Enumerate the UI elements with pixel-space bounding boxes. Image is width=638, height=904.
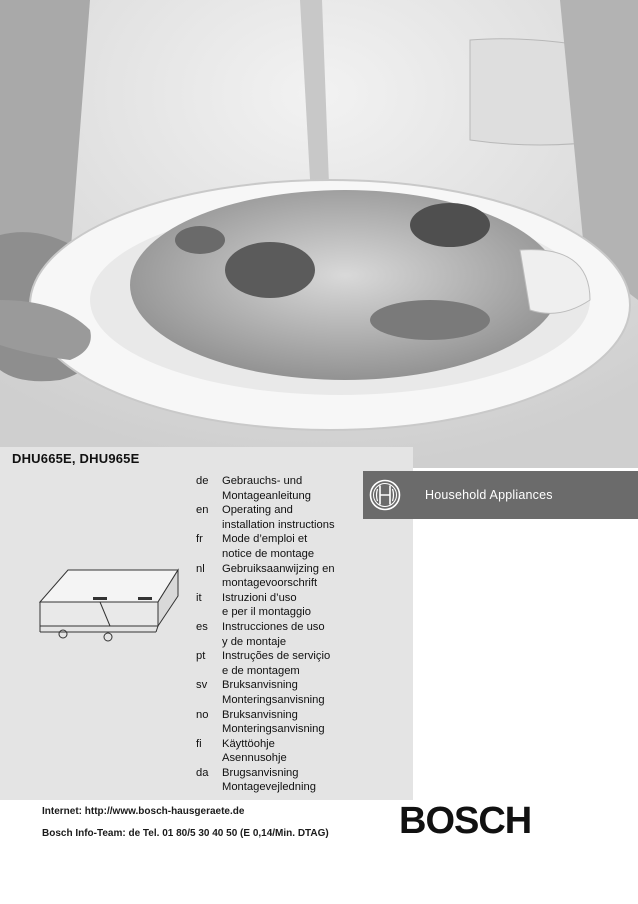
language-item xyxy=(196,562,406,591)
language-text: Instrucciones de uso y de montaje xyxy=(222,620,325,648)
language-text: Instruções de serviçio e de montagem xyxy=(222,650,331,677)
language-item xyxy=(196,532,406,561)
language-code: en xyxy=(196,504,209,517)
language-text: Gebrauchs- und Montageanleitung xyxy=(222,475,311,502)
language-list xyxy=(196,474,406,795)
language-item xyxy=(196,766,406,795)
language-text: Mode d’emploi et notice de montage xyxy=(222,533,315,560)
bosch-armature-logo-icon xyxy=(369,479,401,511)
language-code: nl xyxy=(196,562,205,575)
language-text: Käyttöohje Asennusohje xyxy=(222,737,287,765)
household-appliances-banner xyxy=(363,471,638,519)
language-text: Operating and installation instructions xyxy=(222,504,335,531)
household-appliances-label: Household Appliances xyxy=(425,488,553,502)
cooker-hood-drawing xyxy=(28,560,188,650)
language-text: Bruksanvisning Monteringsanvisning xyxy=(222,679,325,706)
internet-address: Internet: http://www.bosch-hausgeraete.de xyxy=(42,806,245,817)
language-item xyxy=(196,708,406,737)
info-team-phone: Bosch Info-Team: de Tel. 01 80/5 30 40 50 (E 0,14/Min. DTAG) xyxy=(42,828,329,839)
language-item xyxy=(196,649,406,678)
language-code: sv xyxy=(196,679,208,692)
language-text: Brugsanvisning Montagevejledning xyxy=(222,766,316,794)
language-text: Istruzioni d’uso e per il montaggio xyxy=(222,591,311,619)
language-code: da xyxy=(196,766,209,779)
language-code: fr xyxy=(196,533,203,546)
language-code: pt xyxy=(196,650,206,663)
model-title: DHU665E, DHU965E xyxy=(12,451,140,466)
language-text: Bruksanvisning Monteringsanvisning xyxy=(222,708,325,736)
language-code: it xyxy=(196,591,202,604)
language-item xyxy=(196,737,406,766)
language-item xyxy=(196,678,406,707)
language-code: de xyxy=(196,475,209,487)
language-code: no xyxy=(196,708,209,721)
language-code: es xyxy=(196,620,208,633)
language-item xyxy=(196,620,406,649)
language-code: fi xyxy=(196,737,202,750)
language-item xyxy=(196,591,406,620)
language-text: Gebruiksaanwijzing en montagevoorschrift xyxy=(222,562,335,590)
bosch-brand-logo: BOSCH xyxy=(399,800,532,842)
